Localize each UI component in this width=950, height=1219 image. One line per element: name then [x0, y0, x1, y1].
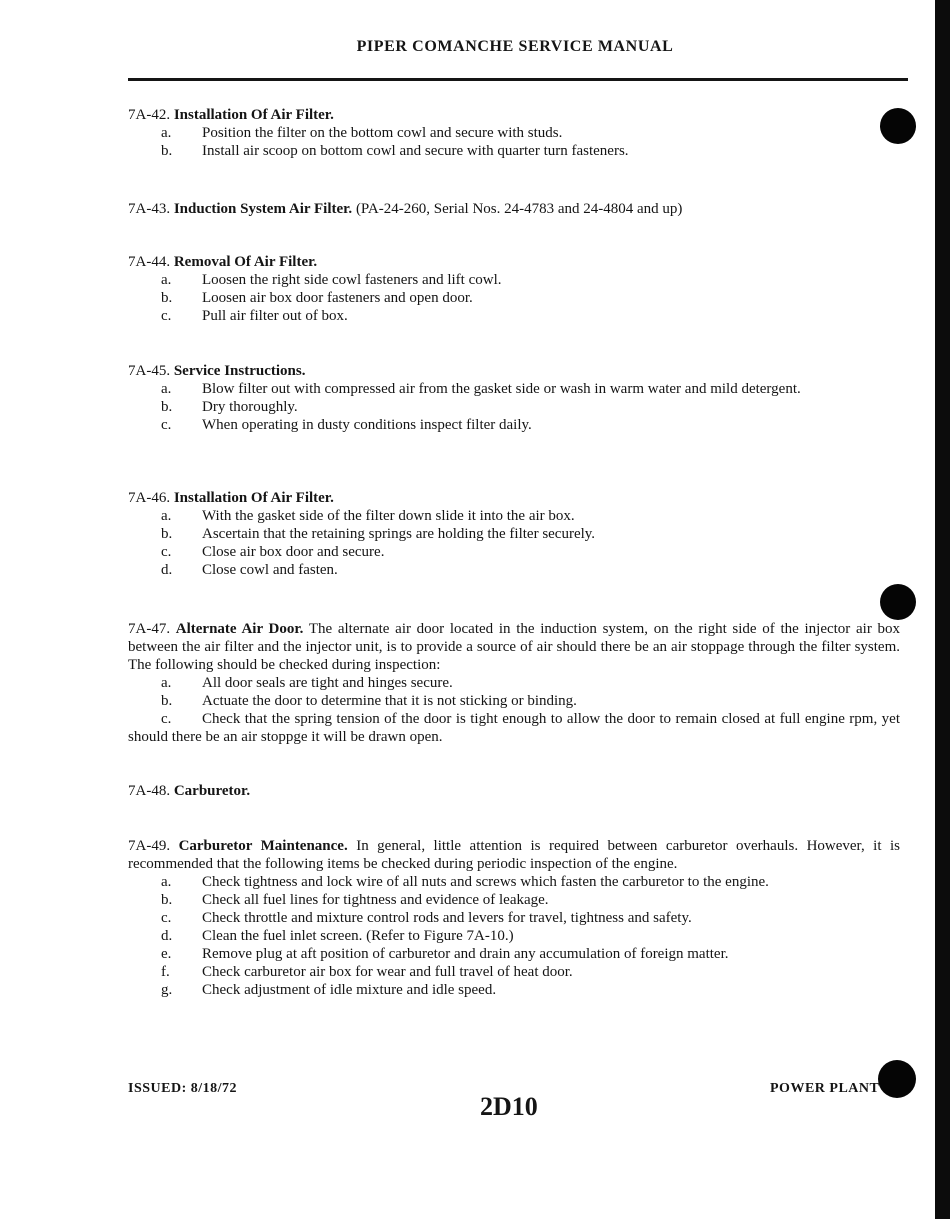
item-letter: b.: [161, 399, 173, 415]
page-number: 2D10: [480, 1092, 538, 1121]
list-item: [161, 289, 900, 307]
section-7a-43: [128, 200, 900, 218]
item-text: Check tightness and lock wire of all nuts and screws which fasten the carburetor to the engine.: [202, 874, 769, 890]
page-header-title: PIPER COMANCHE SERVICE MANUAL: [356, 38, 674, 55]
item-letter: b.: [161, 892, 173, 908]
item-text: Check that the spring tension of the door is tight enough to allow the door to remain closed at full engine rpm, yet should there be an air stoppge it will be drawn open.: [128, 711, 900, 745]
page-edge-shadow: [935, 0, 950, 1219]
item-text: Clean the fuel inlet screen. (Refer to Figure 7A-10.): [202, 928, 514, 944]
list-item: [161, 981, 900, 999]
footer-section-name: POWER PLANT: [770, 1081, 880, 1096]
item-letter: a.: [161, 125, 172, 141]
section-7a-42: [128, 106, 900, 160]
section-number: 7A-48.: [128, 783, 171, 799]
list-item: [161, 692, 900, 710]
list-item: [161, 271, 900, 289]
item-letter: b.: [161, 526, 173, 542]
section-title: Carburetor.: [173, 783, 251, 799]
section-title: Removal Of Air Filter.: [173, 254, 318, 270]
section-title: Service Instructions.: [173, 363, 306, 379]
item-text: Check adjustment of idle mixture and idle speed.: [202, 982, 497, 998]
item-text: Blow filter out with compressed air from the gasket side or wash in warm water and mild detergent.: [202, 381, 801, 397]
item-letter: a.: [161, 508, 172, 524]
list-item: [161, 398, 900, 416]
list-item: [161, 909, 900, 927]
item-text: Ascertain that the retaining springs are holding the filter securely.: [202, 526, 596, 542]
item-letter: c.: [161, 308, 172, 324]
item-letter: a.: [161, 874, 172, 890]
section-heading: [128, 106, 900, 124]
item-text: Position the filter on the bottom cowl and secure with studs.: [202, 125, 563, 141]
item-letter: a.: [161, 272, 172, 288]
item-letter: c.: [161, 544, 172, 560]
section-7a-46: [128, 489, 900, 579]
section-paragraph: [128, 620, 900, 674]
item-letter: g.: [161, 982, 173, 998]
section-number: 7A-43.: [128, 201, 171, 217]
list-item: [161, 891, 900, 909]
section-body: In general, little attention is required between carburetor overhauls. However, it is recommended that the following items be checked during periodic inspection of the engine.: [128, 838, 900, 872]
item-letter: b.: [161, 143, 173, 159]
item-text: With the gasket side of the filter down slide it into the air box.: [202, 508, 575, 524]
item-text: Check throttle and mixture control rods and levers for travel, tightness and safety.: [202, 910, 692, 926]
punch-hole: [880, 584, 916, 620]
item-letter: a.: [161, 381, 172, 397]
section-heading: [128, 200, 900, 218]
list-item: [161, 561, 900, 579]
item-letter: c.: [161, 417, 172, 433]
section-note: (PA-24-260, Serial Nos. 24-4783 and 24-4804 and up): [355, 201, 683, 217]
section-paragraph: [128, 837, 900, 873]
list-item: [161, 507, 900, 525]
section-number: 7A-49.: [128, 838, 171, 854]
item-text: Loosen air box door fasteners and open door.: [202, 290, 473, 306]
section-title: Installation Of Air Filter.: [173, 490, 334, 506]
section-heading: [128, 489, 900, 507]
item-text: Check all fuel lines for tightness and evidence of leakage.: [202, 892, 549, 908]
section-heading: [128, 253, 900, 271]
section-title: Alternate Air Door.: [175, 621, 304, 637]
section-title: Induction System Air Filter.: [173, 201, 353, 217]
item-text: Pull air filter out of box.: [202, 308, 348, 324]
item-text: Install air scoop on bottom cowl and secure with quarter turn fasteners.: [202, 143, 629, 159]
section-7a-48: [128, 782, 900, 800]
section-number: 7A-45.: [128, 363, 171, 379]
item-text: All door seals are tight and hinges secure.: [202, 675, 453, 691]
item-letter: d.: [161, 928, 173, 944]
header-rule: [128, 78, 908, 81]
item-letter: d.: [161, 562, 173, 578]
paragraph-item: [128, 710, 900, 746]
item-text: Close air box door and secure.: [202, 544, 385, 560]
list-item: [161, 927, 900, 945]
list-item: [161, 543, 900, 561]
section-number: 7A-42.: [128, 107, 171, 123]
section-heading: [128, 362, 900, 380]
section-7a-45: [128, 362, 900, 434]
list-item: [161, 142, 900, 160]
list-item: [161, 873, 900, 891]
punch-hole: [878, 1060, 916, 1098]
item-letter: c.: [161, 711, 172, 727]
item-text: Actuate the door to determine that it is not sticking or binding.: [202, 693, 577, 709]
list-item: [161, 307, 900, 325]
section-7a-44: [128, 253, 900, 325]
list-item: [161, 124, 900, 142]
section-body: The alternate air door located in the induction system, on the right side of the injector air box between the air filter and the injector unit, is to provide a source of air should there be an air stoppage through the filter system. The following should be checked during inspection:: [128, 621, 901, 673]
item-text: When operating in dusty conditions inspect filter daily.: [202, 417, 532, 433]
item-letter: b.: [161, 693, 173, 709]
item-text: Loosen the right side cowl fasteners and lift cowl.: [202, 272, 502, 288]
section-number: 7A-46.: [128, 490, 171, 506]
item-letter: b.: [161, 290, 173, 306]
list-item: [161, 416, 900, 434]
list-item: [161, 945, 900, 963]
item-text: Close cowl and fasten.: [202, 562, 338, 578]
item-letter: e.: [161, 946, 172, 962]
section-heading: [128, 782, 900, 800]
section-7a-49: [128, 837, 900, 999]
item-letter: f.: [161, 964, 170, 980]
section-title: Carburetor Maintenance.: [178, 838, 348, 854]
section-number: 7A-44.: [128, 254, 171, 270]
item-text: Check carburetor air box for wear and full travel of heat door.: [202, 964, 573, 980]
item-letter: c.: [161, 910, 172, 926]
issued-date: ISSUED: 8/18/72: [128, 1081, 238, 1096]
paragraph-item: [128, 380, 900, 398]
list-item: [161, 963, 900, 981]
list-item: [161, 674, 900, 692]
section-7a-47: [128, 620, 900, 746]
section-title: Installation Of Air Filter.: [173, 107, 334, 123]
list-item: [161, 525, 900, 543]
item-letter: a.: [161, 675, 172, 691]
section-number: 7A-47.: [128, 621, 171, 637]
item-text: Dry thoroughly.: [202, 399, 298, 415]
item-text: Remove plug at aft position of carburetor and drain any accumulation of foreign matter.: [202, 946, 729, 962]
